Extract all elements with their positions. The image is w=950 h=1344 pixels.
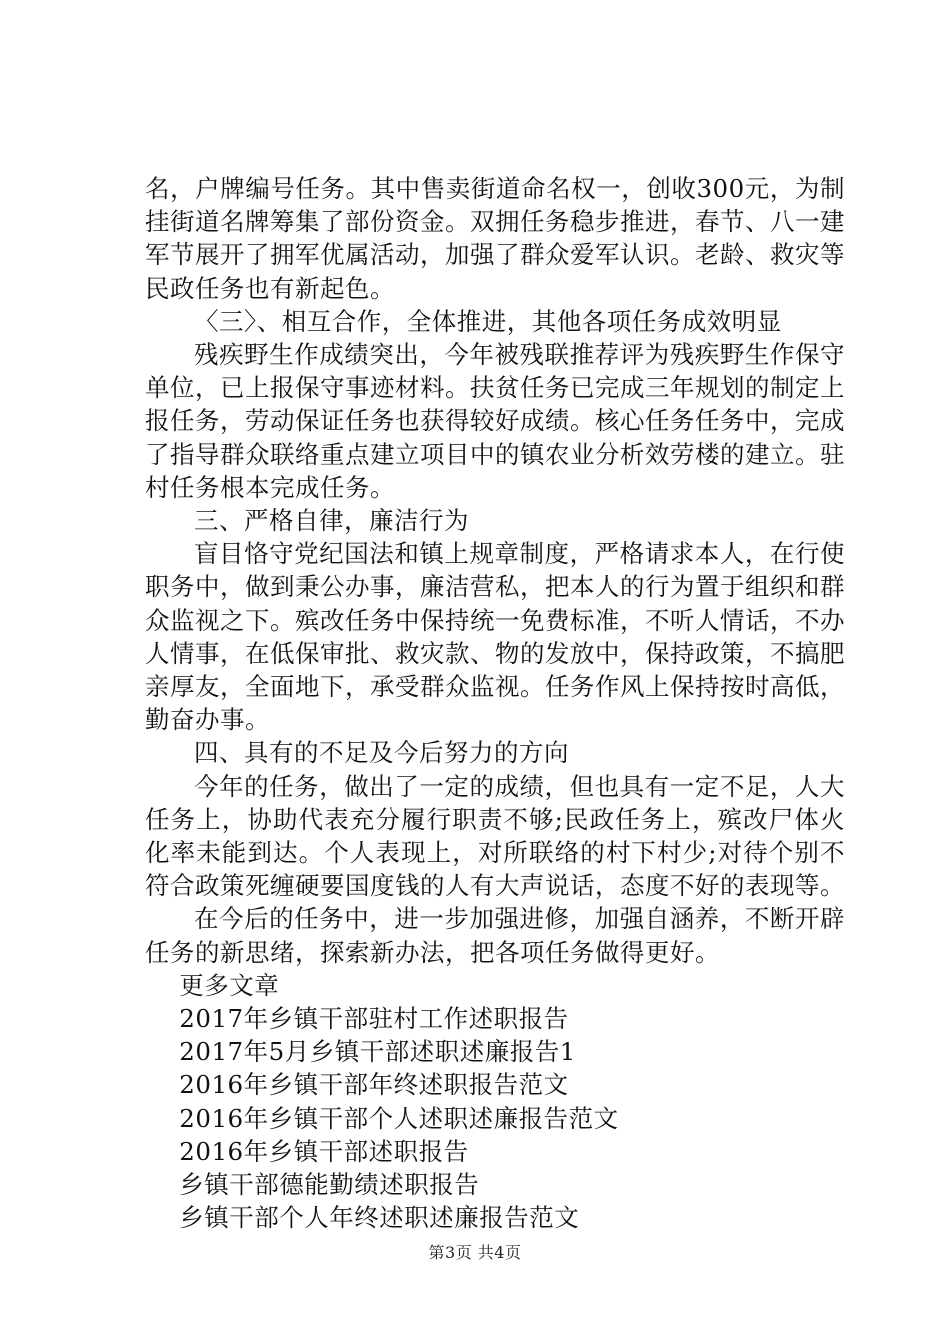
article-link[interactable]: 乡镇干部德能勤绩述职报告	[179, 1170, 480, 1200]
more-articles-title: 更多文章	[179, 970, 280, 1000]
section-heading: 〈三〉、相互合作，全体推进，其他各项任务成效明显	[194, 306, 782, 336]
section-heading: 四、具有的不足及今后努力的方向	[194, 738, 569, 768]
section-heading: 三、严格自律，廉洁行为	[194, 506, 469, 536]
more-articles-list	[145, 1002, 845, 1234]
article-link[interactable]: 2017年5月乡镇干部述职述廉报告1	[179, 1037, 576, 1067]
body-paragraph: 残疾野生作成绩突出，今年被残联推荐评为残疾野生作保守单位，已上报保守事迹材料。扶贫任务已完成三年规划的制定上报任务，劳动保证任务也获得较好成绩。核心任务任务中，完成了指导群众联络重点建立项目中的镇农业分析效劳楼的建立。驻村任务根本完成任务。	[145, 340, 845, 502]
document-body	[145, 172, 845, 1235]
body-paragraph: 在今后的任务中，进一步加强进修，加强自涵养，不断开辟任务的新思绪，探索新办法，把各项任务做得更好。	[145, 904, 845, 967]
article-link[interactable]: 2016年乡镇干部年终述职报告范文	[179, 1070, 569, 1100]
body-paragraph: 今年的任务，做出了一定的成绩，但也具有一定不足，人大任务上，协助代表充分履行职责不够;民政任务上，殡改尸体火化率未能到达。个人表现上，对所联络的村下村少;对待个别不符合政策死缠硬要国度钱的人有大声说话，态度不好的表现等。	[145, 771, 845, 901]
article-link[interactable]: 乡镇干部个人年终述职述廉报告范文	[179, 1203, 580, 1233]
body-paragraph: 盲目恪守党纪国法和镇上规章制度，严格请求本人，在行使职务中，做到秉公办事，廉洁营私，把本人的行为置于组织和群众监视之下。殡改任务中保持统一免费标准，不听人情话，不办人情事，在低保审批、救灾款、物的发放中，保持政策，不搞肥亲厚友，全面地下，承受群众监视。任务作风上保持按时高低，勤奋办事。	[145, 539, 845, 735]
article-link[interactable]: 2017年乡镇干部驻村工作述职报告	[179, 1004, 569, 1034]
article-link[interactable]: 2016年乡镇干部个人述职述廉报告范文	[179, 1103, 619, 1133]
article-link[interactable]: 2016年乡镇干部述职报告	[179, 1136, 469, 1166]
page-number-footer: 第3页 共4页	[428, 1243, 522, 1262]
body-paragraph: 名，户牌编号任务。其中售卖街道命名权一，创收300元，为制挂街道名牌筹集了部份资金。双拥任务稳步推进，春节、八一建军节展开了拥军优属活动，加强了群众爱军认识。老龄、救灾等民政任务也有新起色。	[145, 174, 845, 303]
